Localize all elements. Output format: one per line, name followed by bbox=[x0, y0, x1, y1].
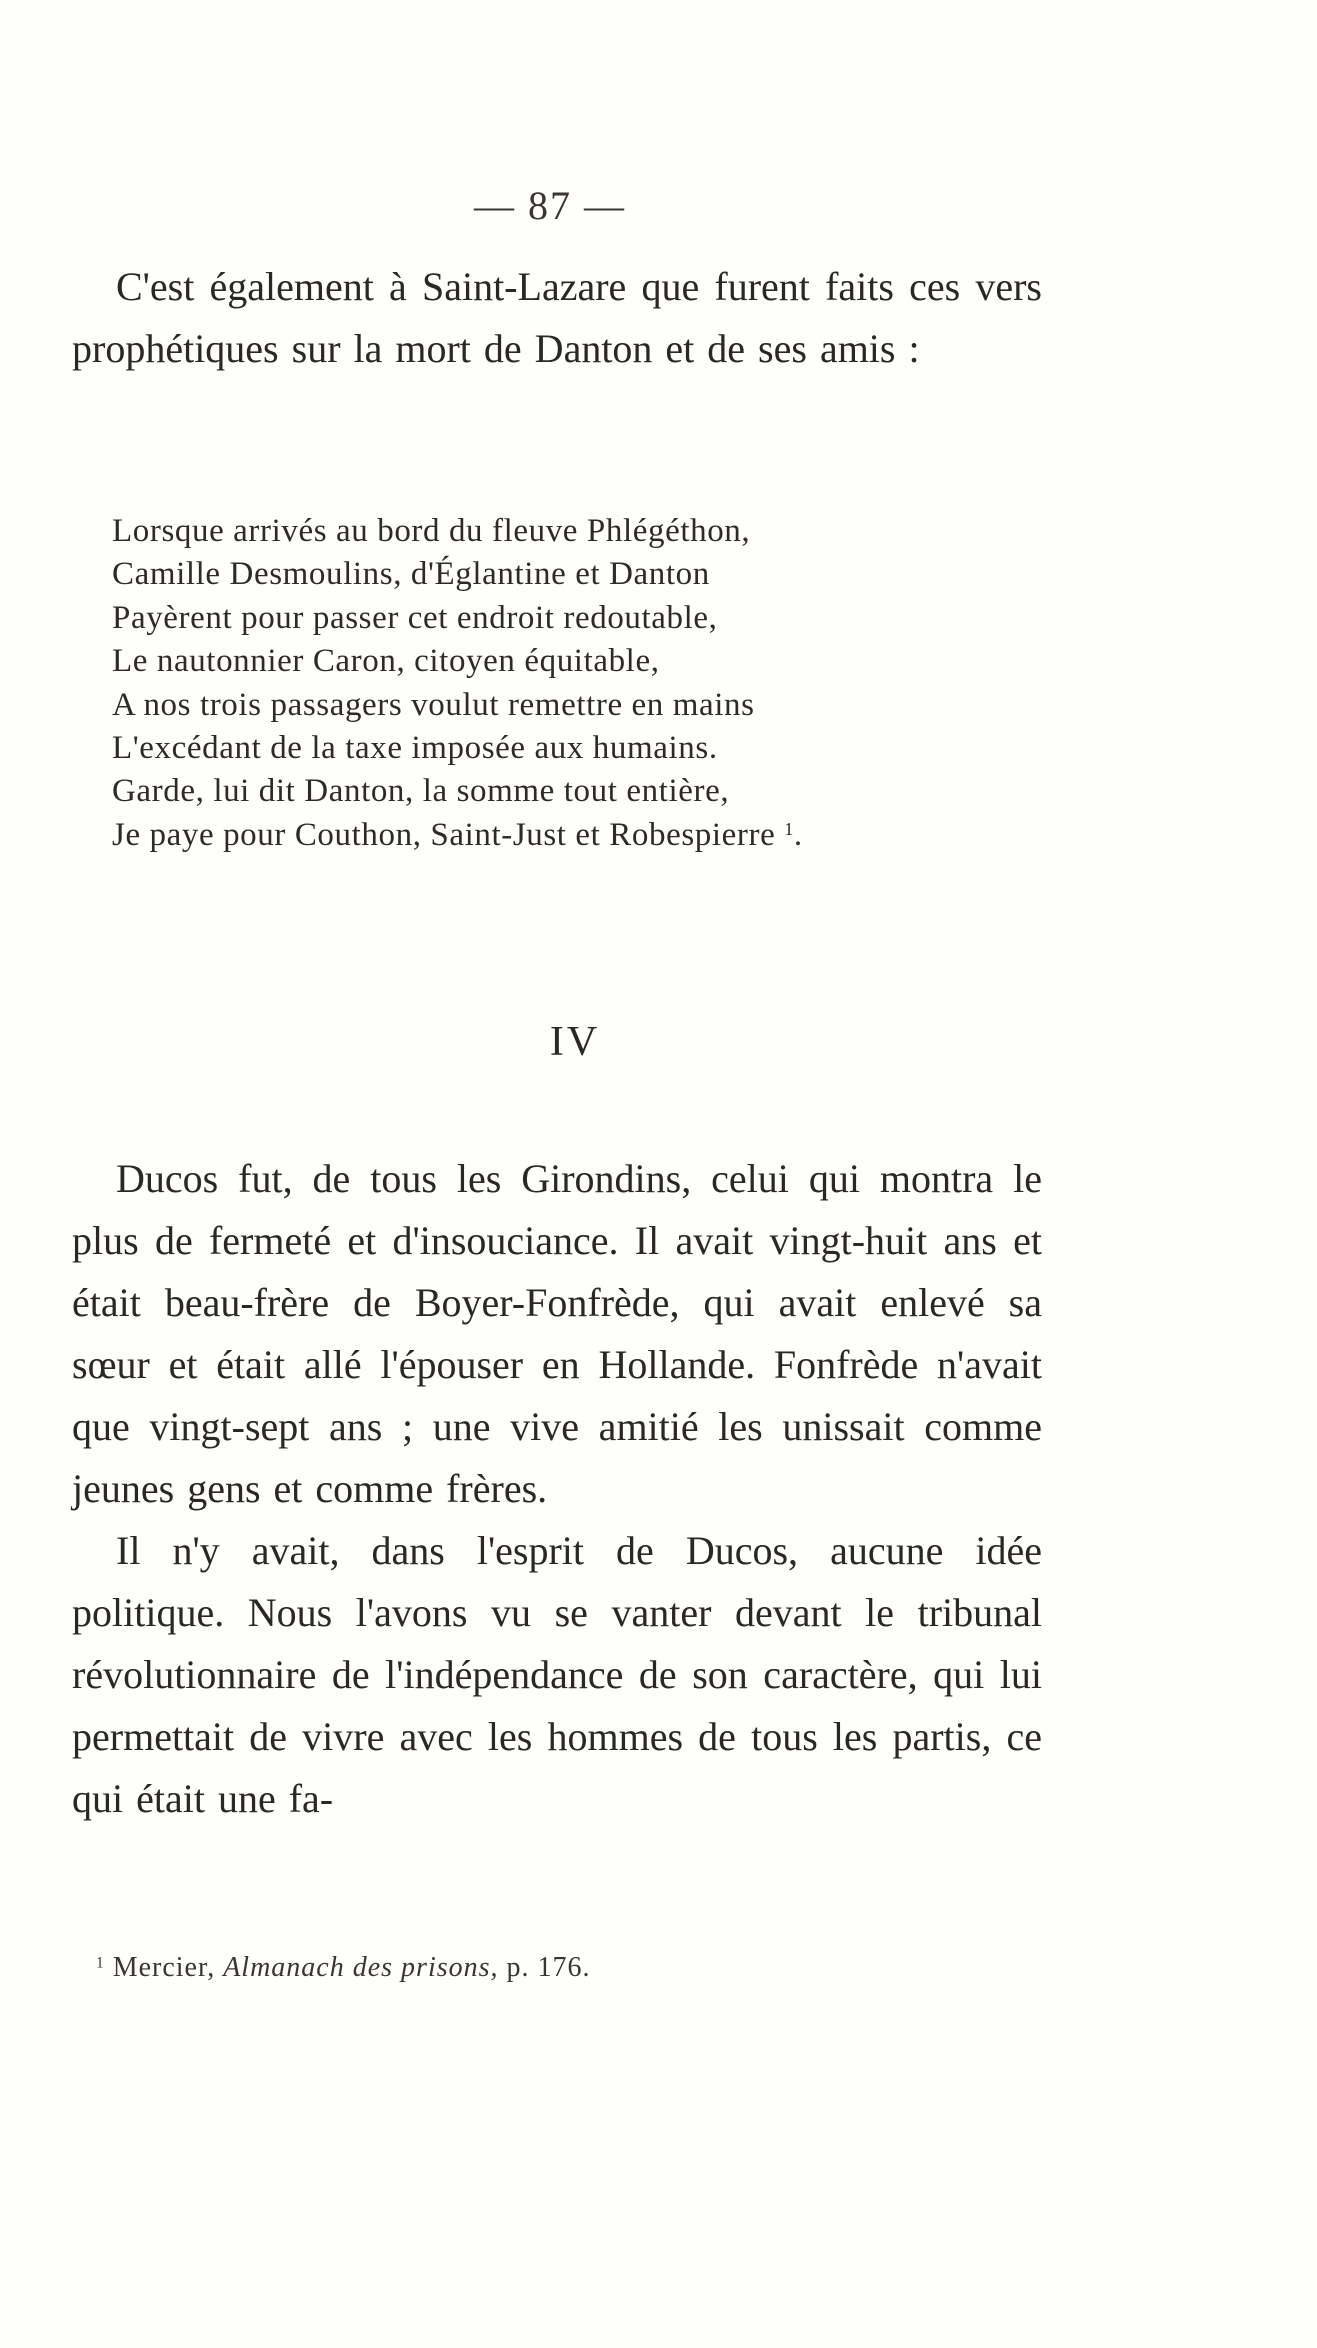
verse-line: Payèrent pour passer cet endroit redoutable, bbox=[112, 599, 718, 636]
verse-line-text: Je paye pour Couthon, Saint-Just et Robespierre bbox=[112, 816, 776, 853]
body-text-block bbox=[72, 1148, 1042, 1830]
footnote-author: Mercier, bbox=[112, 1952, 216, 1983]
footnote-reference: 1 bbox=[784, 818, 794, 839]
verse-line: Garde, lui dit Danton, la somme tout entière, bbox=[112, 773, 730, 810]
page-number: — 87 — bbox=[474, 183, 626, 228]
section-heading: IV bbox=[549, 1019, 601, 1065]
verse-line: A nos trois passagers voulut remettre en mains bbox=[112, 686, 755, 723]
verse-line: Camille Desmoulins, d'Églantine et Danton bbox=[112, 556, 710, 593]
verse-line: Lorsque arrivés au bord du fleuve Phlégéthon, bbox=[112, 513, 751, 549]
verse-line: Le nautonnier Caron, citoyen équitable, bbox=[112, 643, 660, 680]
body-paragraph: Ducos fut, de tous les Girondins, celui qui montra le plus de fermeté et d'insouciance. Il avait vingt-huit ans et était beau-frère de Boyer-Fonfrède, qui avait enlevé sa sœur et était allé l'épouser en Hollande. Fonfrède n'avait que vingt-sept ans ; une vive amitié les unissait comme jeunes gens et comme frères. bbox=[72, 1156, 1042, 1511]
verse-line: L'excédant de la taxe imposée aux humains. bbox=[112, 730, 718, 767]
footnote bbox=[96, 1952, 591, 1984]
intro-paragraph: C'est également à Saint-Lazare que furent faits ces vers prophétiques sur la mort de Danton et de ses amis : bbox=[72, 264, 1042, 371]
footnote-page-ref: p. 176. bbox=[506, 1952, 591, 1983]
verse-poem bbox=[112, 510, 1012, 857]
intro-paragraph-block bbox=[72, 256, 1042, 380]
footnote-mark: 1 bbox=[96, 1954, 105, 1972]
verse-last-line bbox=[112, 814, 1012, 857]
footnote-title: Almanach des prisons, bbox=[223, 1952, 499, 1983]
body-paragraph: Il n'y avait, dans l'esprit de Ducos, aucune idée politique. Nous l'avons vu se vanter devant le tribunal révolutionnaire de l'indépendance de son caractère, qui lui permettait de vivre avec les hommes de tous les partis, ce qui était une fa- bbox=[72, 1528, 1042, 1821]
verse-final-punctuation: . bbox=[793, 816, 803, 853]
